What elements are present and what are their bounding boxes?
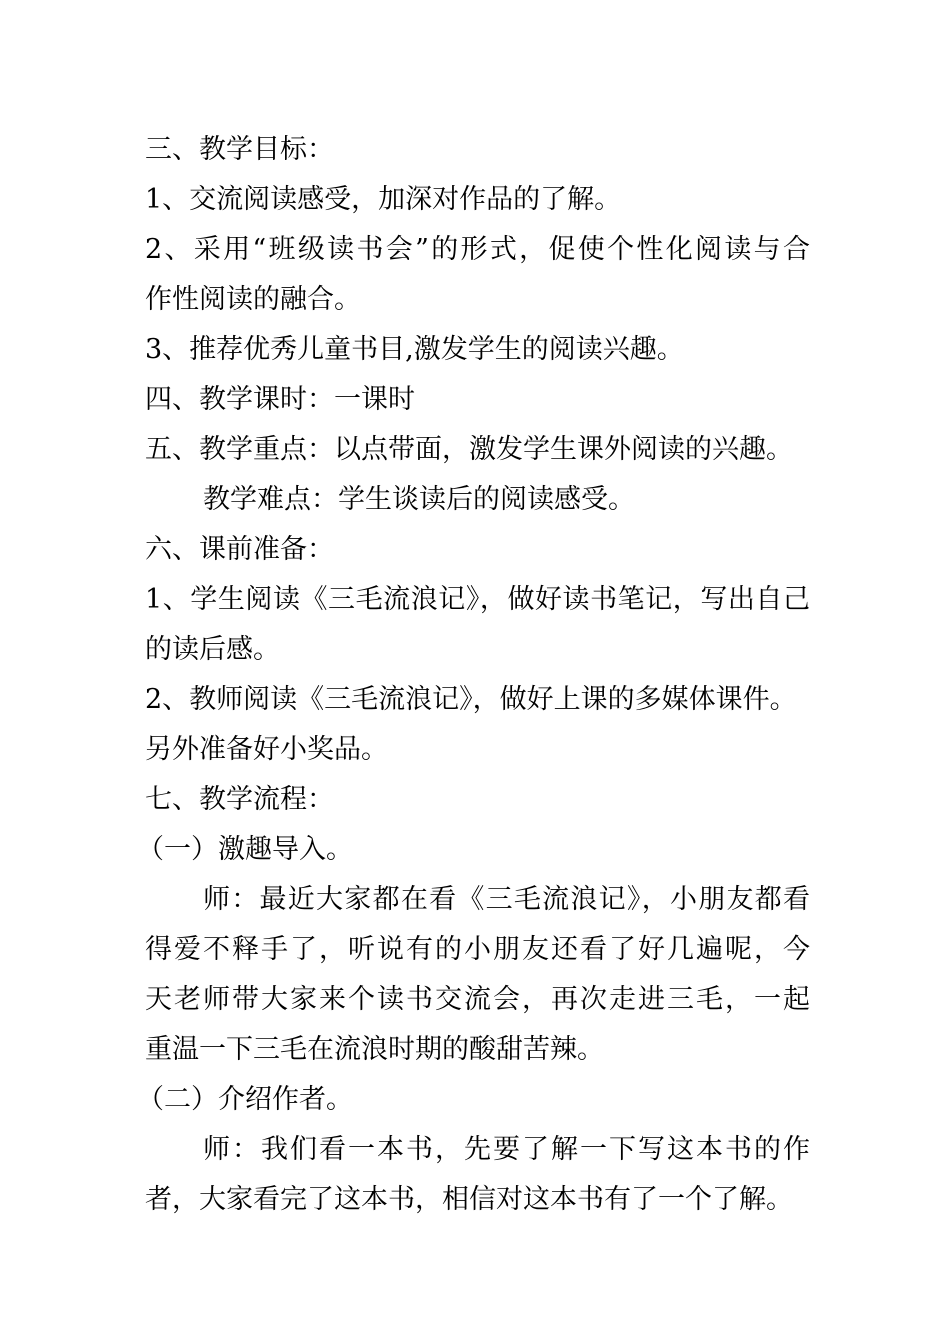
- process-step-2-paragraph-line-1: 师：我们看一本书，先要了解一下写这本书的作: [203, 1134, 810, 1165]
- preparation-item-1-line-2: 的读后感。: [145, 634, 280, 665]
- process-step-1-paragraph-line-1: 师：最近大家都在看《三毛流浪记》，小朋友都看: [203, 884, 810, 915]
- preparation-item-1-line-1: 1、学生阅读《三毛流浪记》，做好读书笔记，写出自己: [145, 584, 810, 615]
- process-step-1-paragraph-line-4: 重温一下三毛在流浪时期的酸甜苦辣。: [145, 1034, 604, 1065]
- preparation-item-2-line-1: 2、教师阅读《三毛流浪记》，做好上课的多媒体课件。: [145, 684, 797, 715]
- preparation-item-2-line-2: 另外准备好小奖品。: [145, 734, 388, 765]
- objective-item-1: 1、交流阅读感受，加深对作品的了解。: [145, 184, 622, 215]
- section-heading-objectives: 三、教学目标：: [145, 134, 334, 165]
- section-heading-class-hours: 四、教学课时：一课时: [145, 384, 415, 415]
- section-heading-preparation: 六、课前准备：: [145, 534, 334, 565]
- objective-item-2-line-2: 作性阅读的融合。: [145, 284, 361, 315]
- objective-item-2-line-1: 2、采用“班级读书会”的形式，促使个性化阅读与合: [145, 234, 810, 265]
- section-heading-process: 七、教学流程：: [145, 784, 334, 815]
- section-heading-key-points: 五、教学重点：以点带面，激发学生课外阅读的兴趣。: [145, 434, 793, 465]
- difficult-points: 教学难点：学生谈读后的阅读感受。: [203, 484, 635, 515]
- process-step-1-heading: （一）激趣导入。: [137, 834, 353, 865]
- document-body: [137, 125, 810, 1225]
- process-step-2-heading: （二）介绍作者。: [137, 1084, 353, 1115]
- objective-item-3: 3、推荐优秀儿童书目,激发学生的阅读兴趣。: [145, 334, 684, 365]
- process-step-1-paragraph-line-2: 得爱不释手了，听说有的小朋友还看了好几遍呢，今: [145, 934, 810, 965]
- process-step-1-paragraph-line-3: 天老师带大家来个读书交流会，再次走进三毛，一起: [145, 984, 810, 1015]
- process-step-2-paragraph-line-2: 者，大家看完了这本书，相信对这本书有了一个了解。: [145, 1184, 793, 1215]
